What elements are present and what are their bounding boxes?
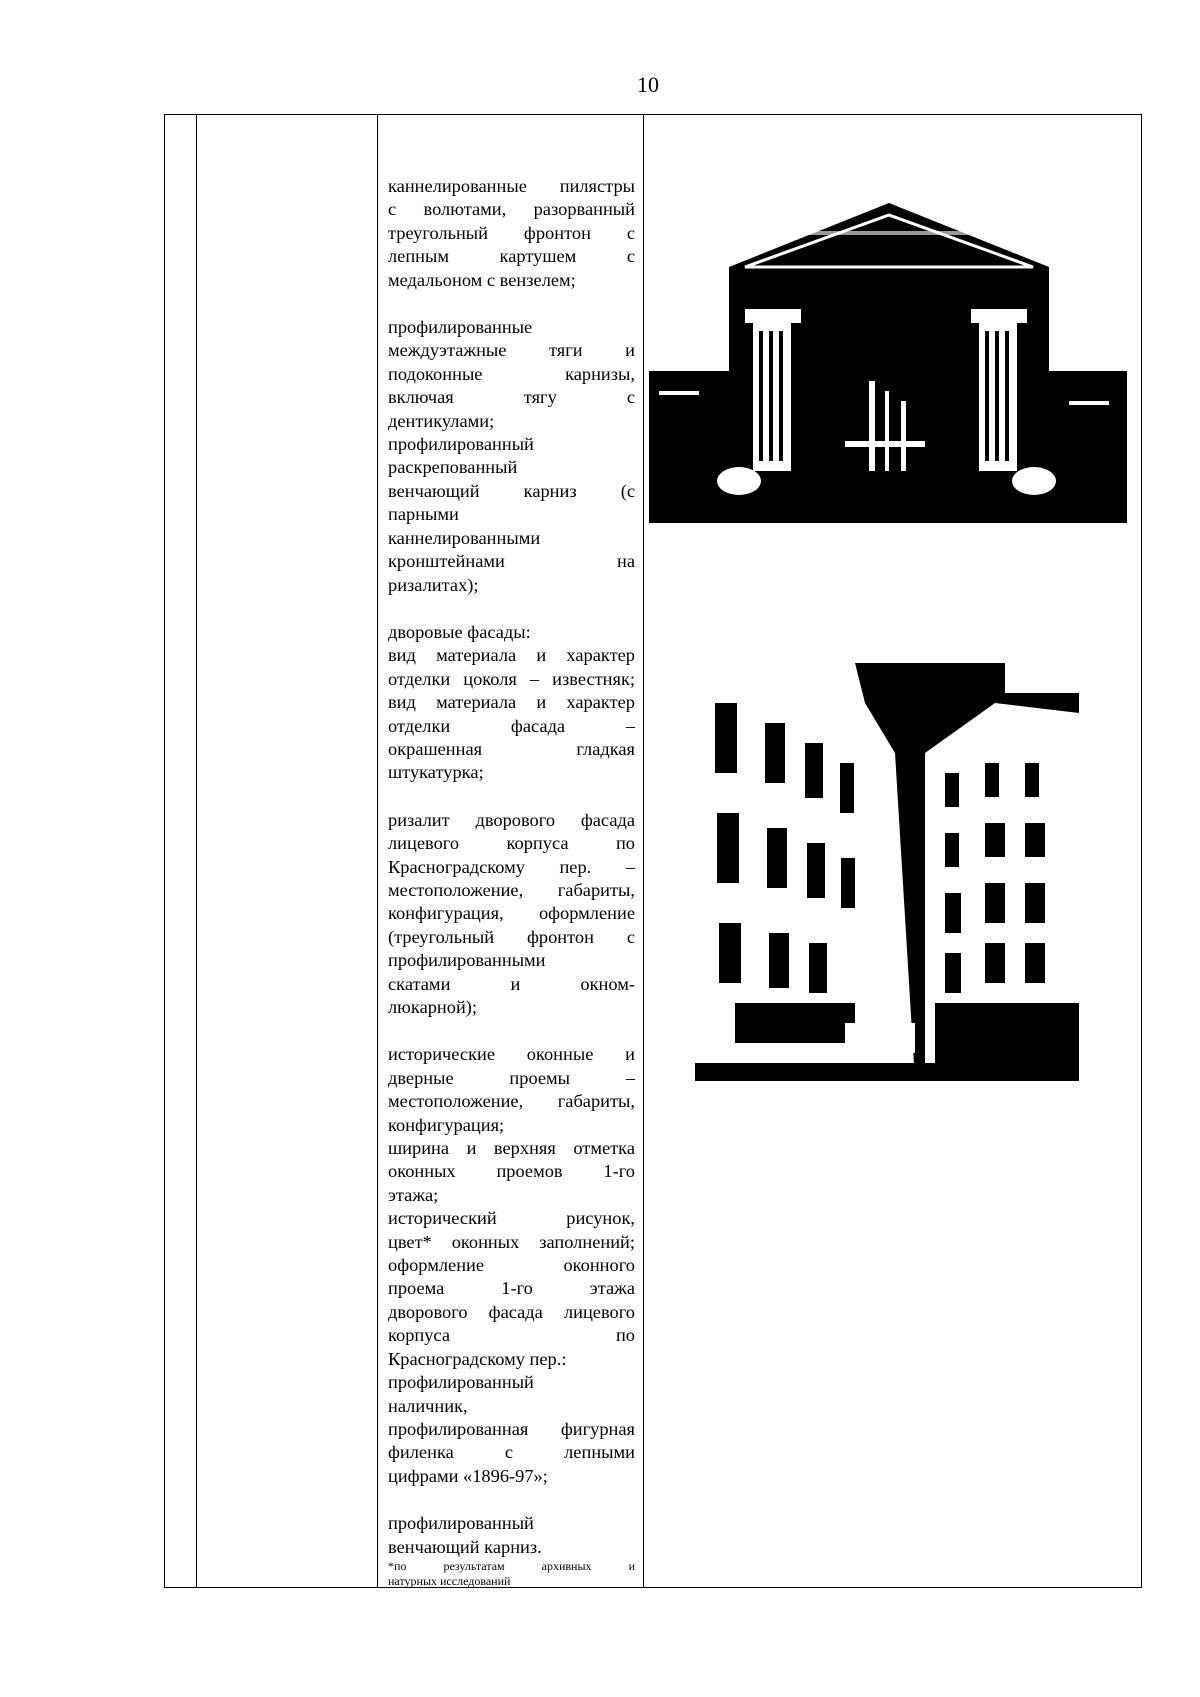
text-line: дверные проемы –: [388, 1067, 635, 1088]
text-line: каннелированными: [388, 527, 541, 548]
text-line: цвет* оконных заполнений;: [388, 1231, 635, 1252]
text-line: местоположение, габариты,: [388, 879, 635, 900]
text-line: профилированные: [388, 317, 533, 338]
text-line: исторические оконные и: [388, 1044, 635, 1065]
paragraph-gap: [388, 292, 635, 316]
text-line: вид материала и характер: [388, 692, 635, 713]
text-line: венчающий карниз (с: [388, 480, 635, 501]
paragraph-gap: [388, 1488, 635, 1512]
text-line: оформление оконного: [388, 1255, 635, 1276]
footnote-line: натурных исследований: [388, 1573, 511, 1588]
courtyard-photo: [695, 663, 1079, 1081]
text-line: дентикулами;: [388, 410, 495, 431]
facade-photo-pediment: [649, 191, 1127, 523]
text-line: лицевого корпуса по: [388, 833, 635, 854]
text-line: конфигурация;: [388, 1114, 505, 1135]
description-column: [388, 175, 635, 1589]
text-line: каннелированные пилястры: [388, 176, 635, 196]
text-line: вид материала и характер: [388, 645, 635, 666]
text-line: венчающий карниз.: [388, 1536, 542, 1557]
text-line: проема 1-го этажа: [388, 1278, 635, 1299]
text-line: раскрепованный: [388, 457, 518, 478]
text-line: (треугольный фронтон с: [388, 926, 635, 947]
text-line: профилированный: [388, 1513, 534, 1534]
text-line: лепным картушем с: [388, 246, 635, 267]
text-line: наличник,: [388, 1395, 468, 1416]
text-line: Красноградскому пер.:: [388, 1348, 567, 1369]
text-line: исторический рисунок,: [388, 1208, 635, 1229]
text-line: оконных проемов 1-го: [388, 1161, 635, 1182]
text-line: подоконные карнизы,: [388, 363, 635, 384]
column-divider: [377, 115, 378, 1587]
text-line: дворового фасада лицевого: [388, 1301, 635, 1322]
text-line: парными: [388, 504, 459, 525]
column-divider: [196, 115, 197, 1587]
page-number: 10: [637, 72, 659, 97]
text-line: штукатурка;: [388, 762, 484, 783]
text-line: междуэтажные тяги и: [388, 340, 635, 361]
text-line: отделки цоколя – известняк;: [388, 668, 635, 689]
text-line: профилированными: [388, 950, 546, 971]
text-line: медальоном с вензелем;: [388, 269, 576, 290]
text-line: включая тягу с: [388, 387, 635, 408]
footnote-line: *по результатам архивных и: [388, 1558, 635, 1573]
text-line: ризалитах);: [388, 574, 479, 595]
text-line: конфигурация, оформление: [388, 903, 635, 924]
text-line: Красноградскому пер. –: [388, 856, 635, 877]
paragraph-gap: [388, 1019, 635, 1043]
paragraph-gap: [388, 597, 635, 621]
column-divider: [643, 115, 644, 1587]
text-line: кронштейнами на: [388, 551, 635, 572]
text-line: филенка с лепными: [388, 1442, 635, 1463]
text-line: местоположение, габариты,: [388, 1091, 635, 1112]
text-line: профилированный: [388, 434, 534, 455]
text-line: ширина и верхняя отметка: [388, 1138, 635, 1159]
text-line: корпуса по: [388, 1325, 635, 1346]
text-line: отделки фасада –: [388, 715, 635, 736]
text-line: дворовые фасады:: [388, 621, 531, 642]
text-line: профилированная фигурная: [388, 1418, 635, 1439]
text-line: треугольный фронтон с: [388, 222, 635, 243]
paragraph-gap: [388, 785, 635, 809]
text-line: ризалит дворового фасада: [388, 809, 635, 830]
table: [164, 114, 1142, 1588]
text-line: люкарной);: [388, 997, 478, 1017]
text-line: этажа;: [388, 1184, 439, 1205]
text-line: профилированный: [388, 1372, 534, 1393]
text-line: с волютами, разорванный: [388, 199, 635, 220]
text-line: скатами и окном-: [388, 973, 635, 994]
text-line: окрашенная гладкая: [388, 738, 635, 759]
text-line: цифрами «1896-97»;: [388, 1465, 548, 1486]
